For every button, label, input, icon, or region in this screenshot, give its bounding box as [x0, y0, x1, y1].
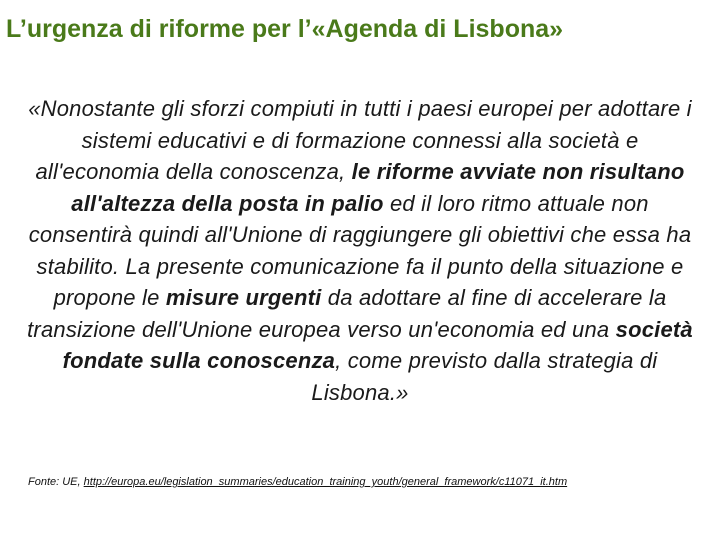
quote-emphasis-knowledge-society: società fondate sulla conoscenza — [62, 316, 693, 373]
quote-text-part-2: ed il loro ritmo attuale non consentirà quindi all'Unione di raggiungere gli obiettivi che essa ha stabilito. La presente comunicazione fa il punto della situazione e propone le — [28, 190, 692, 310]
quote-paragraph — [20, 93, 700, 408]
source-link[interactable]: http://europa.eu/legislation_summaries/education_training_youth/general_framework/c11071_it.htm — [83, 476, 568, 488]
source-prefix: Fonte: UE, — [28, 476, 84, 488]
quote-text-part-4: , come previsto dalla strategia di Lisbona.» — [311, 348, 658, 405]
quote-text-part-3: da adottare al fine di accelerare la transizione dell'Unione europea verso un'economia ed una — [27, 285, 667, 342]
slide-title: L’urgenza di riforme per l’«Agenda di Lisbona» — [6, 15, 564, 43]
quote-emphasis-urgent-measures: misure urgenti — [165, 285, 322, 310]
quote-text-part-1: «Nonostante gli sforzi compiuti in tutti i paesi europei per adottare i sistemi educativi e di formazione connessi alla società e all'economia della conoscenza, — [28, 96, 692, 184]
source-citation — [28, 476, 567, 488]
quote-emphasis-reforms: le riforme avviate non risultano all'altezza della posta in palio — [71, 159, 685, 216]
